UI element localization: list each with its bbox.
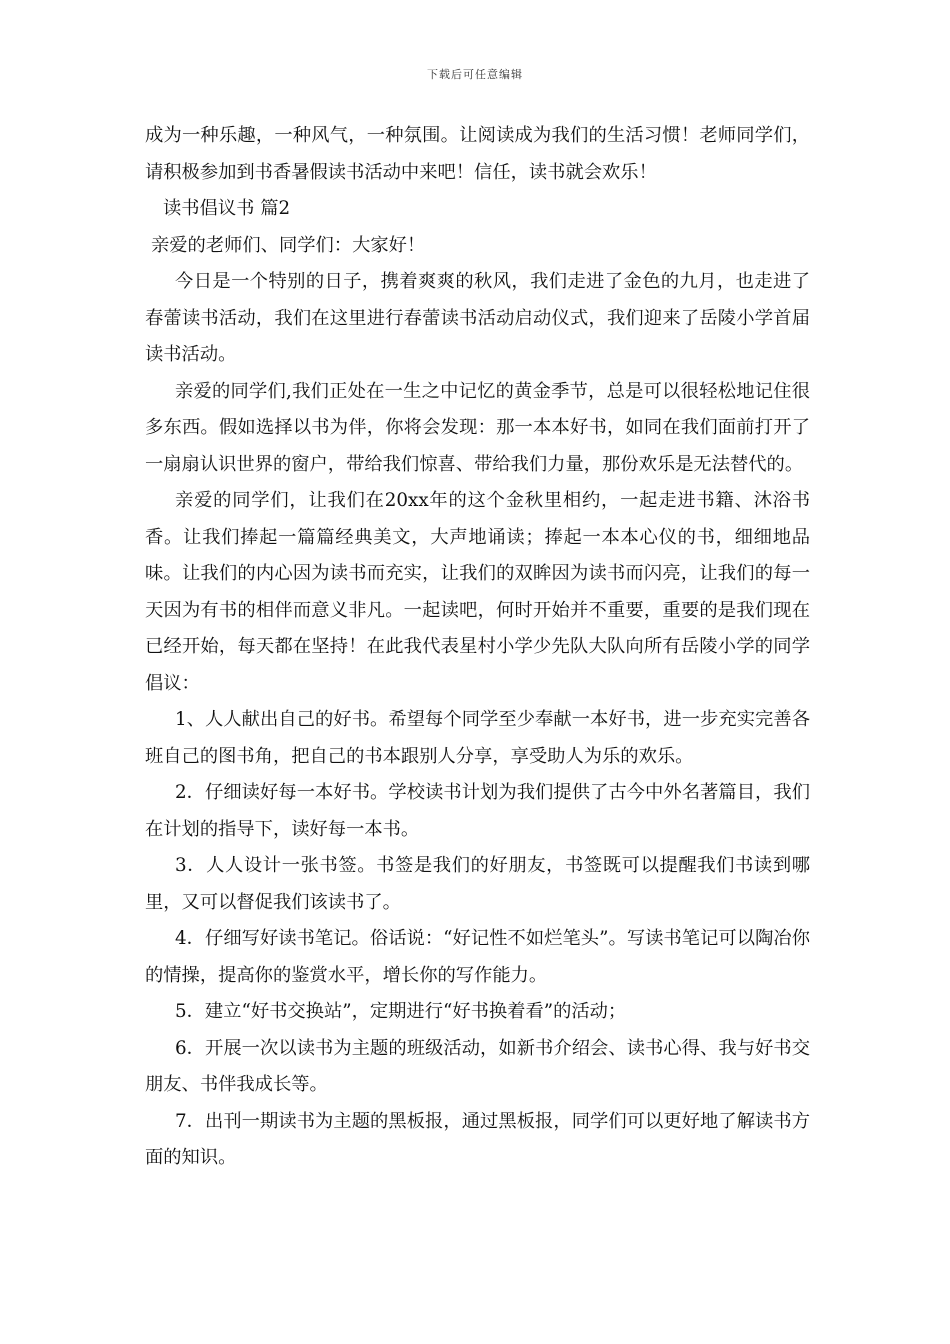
document-body	[145, 118, 810, 1177]
paragraph-1: 今日是一个特别的日子，携着爽爽的秋风，我们走进了金色的九月，也走进了春蕾读书活动，我们在这里进行春蕾读书活动启动仪式，我们迎来了岳陵小学首届读书活动。	[145, 271, 810, 365]
list-item-5: 5．建立“好书交换站”，定期进行“好书换着看”的活动；	[175, 1001, 627, 1022]
list-item-6: 6．开展一次以读书为主题的班级活动，如新书介绍会、读书心得、我与好书交朋友、书伴我成长等。	[145, 1037, 810, 1095]
greeting: 亲爱的老师们、同学们：大家好！	[151, 234, 426, 256]
list-item-1: 1、人人献出自己的好书。希望每个同学至少奉献一本好书，进一步充实完善各班自己的图书角，把自己的书本跟别人分享，享受助人为乐的欢乐。	[145, 709, 810, 767]
paragraph-2: 亲爱的同学们,我们正处在一生之中记忆的黄金季节，总是可以很轻松地记住很多东西。假如选择以书为伴，你将会发现：那一本本好书，如同在我们面前打开了一扇扇认识世界的窗户，带给我们惊喜、带给我们力量，那份欢乐是无法替代的。	[145, 380, 810, 475]
list-item-7: 7．出刊一期读书为主题的黑板报，通过黑板报，同学们可以更好地了解读书方面的知识。	[145, 1110, 810, 1168]
section-title: 读书倡议书 篇2	[163, 198, 291, 219]
list-item-4: 4．仔细写好读书笔记。俗话说：“好记性不如烂笔头”。写读书笔记可以陶冶你的情操，提高你的鉴赏水平，增长你的写作能力。	[145, 928, 810, 986]
list-item-3: 3．人人设计一张书签。书签是我们的好朋友，书签既可以提醒我们书读到哪里，又可以督促我们该读书了。	[145, 855, 810, 913]
paragraph-continuation: 成为一种乐趣，一种风气，一种氛围。让阅读成为我们的生活习惯！老师同学们，请积极参加到书香暑假读书活动中来吧！信任，读书就会欢乐！	[145, 125, 810, 183]
page-header: 下载后可任意编辑	[427, 68, 523, 81]
paragraph-3: 亲爱的同学们，让我们在20xx年的这个金秋里相约，一起走进书籍、沐浴书香。让我们捧起一篇篇经典美文，大声地诵读；捧起一本本心仪的书，细细地品味。让我们的内心因为读书而充实，让我们的双眸因为读书而闪亮，让我们的每一天因为有书的相伴而意义非凡。一起读吧，何时开始并不重要，重要的是我们现在已经开始，每天都在坚持！在此我代表星村小学少先队大队向所有岳陵小学的同学倡议：	[145, 490, 810, 694]
list-item-2: 2．仔细读好每一本好书。学校读书计划为我们提供了古今中外名著篇目，我们在计划的指导下，读好每一本书。	[145, 782, 810, 840]
